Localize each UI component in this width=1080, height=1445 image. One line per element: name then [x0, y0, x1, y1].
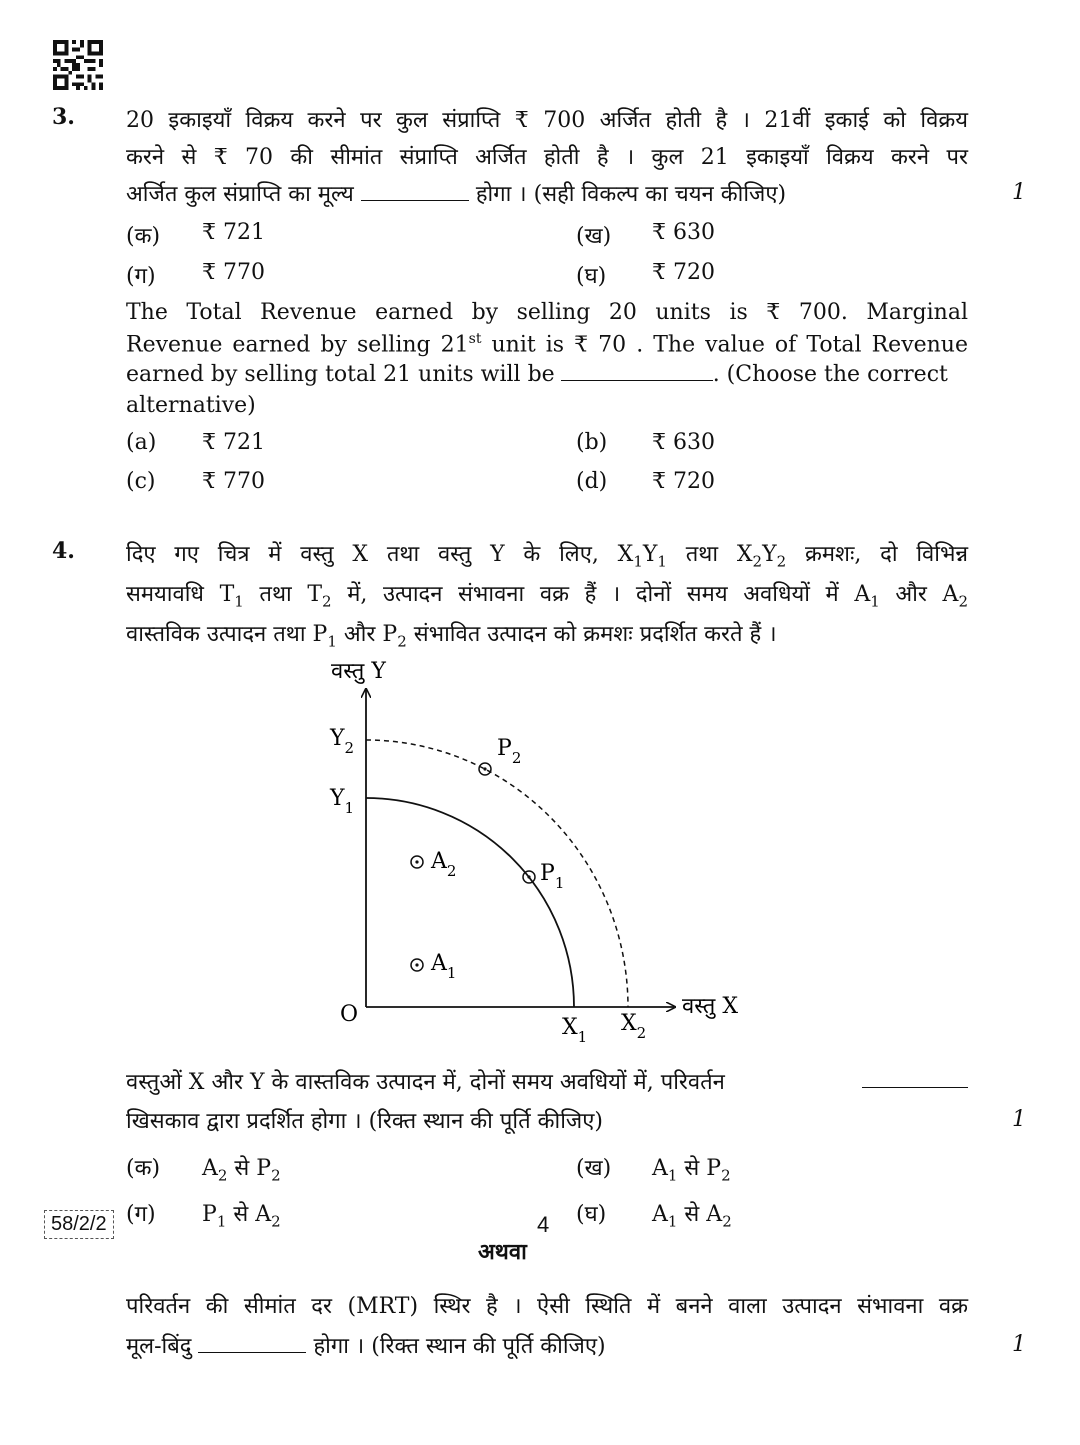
text-part: Y: [762, 542, 777, 567]
q4-question-line: [126, 1066, 968, 1096]
x2-label: $X_2$: [621, 1011, 647, 1042]
a1-label: $A_1$: [431, 951, 457, 982]
option-label: (घ): [576, 264, 607, 289]
q3-english-line: The Total Revenue earned by selling 20 units is ₹ 700. Marginal: [126, 300, 968, 325]
option-value: ₹ 721: [202, 220, 265, 245]
option-label: (घ): [576, 1202, 607, 1227]
paper-code: 58/2/2: [44, 1210, 114, 1239]
q3-hindi-line: 20 इकाइयाँ विक्रय करने पर कुल संप्राप्ति ₹ 700 अर्जित होती है । 21वीं इकाई को विक्रय: [126, 108, 968, 133]
answer-blank: [198, 1352, 306, 1353]
text-part: वस्तुओं X और Y के वास्तविक उत्पादन में, दोनों समय अवधियों में, परिवर्तन: [126, 1070, 725, 1095]
page-number: 4: [537, 1212, 550, 1237]
origin-label: O: [340, 1002, 359, 1027]
option-value: $A_2$ से $P_2$: [202, 1156, 281, 1185]
q3-hindi-line: करने से ₹ 70 की सीमांत संप्राप्ति अर्जित होती है । कुल 21 इकाइयाँ विक्रय करने पर: [126, 145, 968, 170]
subscript: 1: [234, 592, 244, 611]
point-a1-marker: [411, 959, 423, 971]
option-value: ₹ 721: [202, 430, 265, 455]
text-part: क्रमशः, दो विभिन्न: [786, 542, 968, 567]
subscript: 2: [397, 632, 407, 651]
text-part: तथा T: [243, 582, 323, 607]
text-part: और A: [879, 582, 959, 607]
question-number: 4.: [52, 538, 75, 564]
q3-hindi-text: होगा । (सही विकल्प का चयन कीजिए): [475, 182, 787, 207]
option-label: (ख): [576, 224, 612, 249]
q4-alt-line: [126, 1330, 606, 1360]
q3-english-line: alternative): [126, 393, 256, 418]
subscript: 2: [776, 552, 787, 571]
marks: 1: [1012, 1332, 1026, 1357]
subscript: 2: [322, 592, 332, 611]
option-value: ₹ 720: [652, 260, 715, 285]
option-label: (ख): [576, 1156, 612, 1181]
option-label: (d): [576, 469, 608, 494]
subscript: 2: [752, 552, 763, 571]
option-label: (ग): [126, 264, 156, 289]
subscript: 1: [870, 592, 880, 611]
text-part: दिए गए चित्र में वस्तु X तथा वस्तु Y के लिए, X: [126, 542, 634, 567]
option-value: $P_1$ से $A_2$: [202, 1202, 281, 1231]
subscript: 1: [657, 552, 667, 571]
text-part: earned by selling total 21 units will be: [126, 362, 555, 387]
text-part: समयावधि T: [126, 582, 235, 607]
point-a2-marker: [411, 856, 423, 868]
text-part: तथा X: [666, 542, 753, 567]
y-axis-label: वस्तु Y: [331, 659, 386, 684]
point-p1-marker: [523, 871, 535, 883]
or-separator: अथवा: [478, 1239, 527, 1265]
point-p2-marker: [479, 763, 491, 775]
option-label: (क): [126, 1156, 161, 1181]
text-part: unit is ₹ 70 . The value of Total Revenue: [481, 332, 968, 358]
question-number: 3.: [52, 104, 75, 130]
subscript: 1: [327, 632, 337, 651]
text-part: . (Choose the correct: [712, 362, 948, 387]
option-label: (a): [126, 430, 157, 455]
ppc-curve-t2: [366, 740, 628, 1007]
option-label: (क): [126, 224, 161, 249]
q4-question-line: खिसकाव द्वारा प्रदर्शित होगा । (रिक्त स्थान की पूर्ति कीजिए): [126, 1109, 603, 1134]
superscript: st: [468, 331, 482, 347]
q3-hindi-text: अर्जित कुल संप्राप्ति का मूल्य: [126, 182, 354, 207]
text-part: Revenue earned by selling 21: [126, 332, 469, 358]
x-axis-label: वस्तु X: [682, 994, 738, 1019]
q4-alt-line: परिवर्तन की सीमांत दर (MRT) स्थिर है । ऐसी स्थिति में बनने वाला उत्पादन संभावना वक्र: [126, 1294, 968, 1319]
option-label: (ग): [126, 1202, 156, 1227]
a2-label: $A_2$: [431, 849, 457, 880]
ppc-curve-t1: [366, 798, 574, 1007]
answer-blank: [862, 1087, 968, 1088]
marks: 1: [1012, 180, 1026, 205]
subscript: 2: [958, 592, 968, 611]
p1-label: $P_1$: [540, 861, 565, 892]
text-part: और P: [336, 622, 398, 647]
option-value: ₹ 630: [652, 430, 715, 455]
option-value: ₹ 720: [652, 469, 715, 494]
text-part: में, उत्पादन संभावना वक्र हैं । दोनों समय अवधियों में A: [331, 582, 871, 607]
option-value: $A_1$ से $A_2$: [652, 1202, 732, 1231]
text-part: वास्तविक उत्पादन तथा P: [126, 622, 328, 647]
marks: 1: [1012, 1107, 1026, 1132]
text-part: मूल-बिंदु: [126, 1334, 192, 1359]
y2-label: $Y_2$: [330, 726, 355, 757]
option-label: (c): [126, 469, 156, 494]
option-value: ₹ 770: [202, 469, 265, 494]
option-value: $A_1$ से $P_2$: [652, 1156, 731, 1185]
text-part: संभावित उत्पादन को क्रमशः प्रदर्शित करते हैं ।: [406, 622, 777, 647]
subscript: 1: [633, 552, 643, 571]
text-part: Y: [642, 542, 658, 567]
p2-label: $P_2$: [497, 736, 522, 767]
option-value: ₹ 770: [202, 260, 265, 285]
option-label: (b): [576, 430, 608, 455]
x1-label: $X_1$: [562, 1015, 588, 1046]
y1-label: $Y_1$: [330, 786, 355, 817]
option-value: ₹ 630: [652, 220, 715, 245]
text-part: होगा । (रिक्त स्थान की पूर्ति कीजिए): [313, 1334, 606, 1359]
